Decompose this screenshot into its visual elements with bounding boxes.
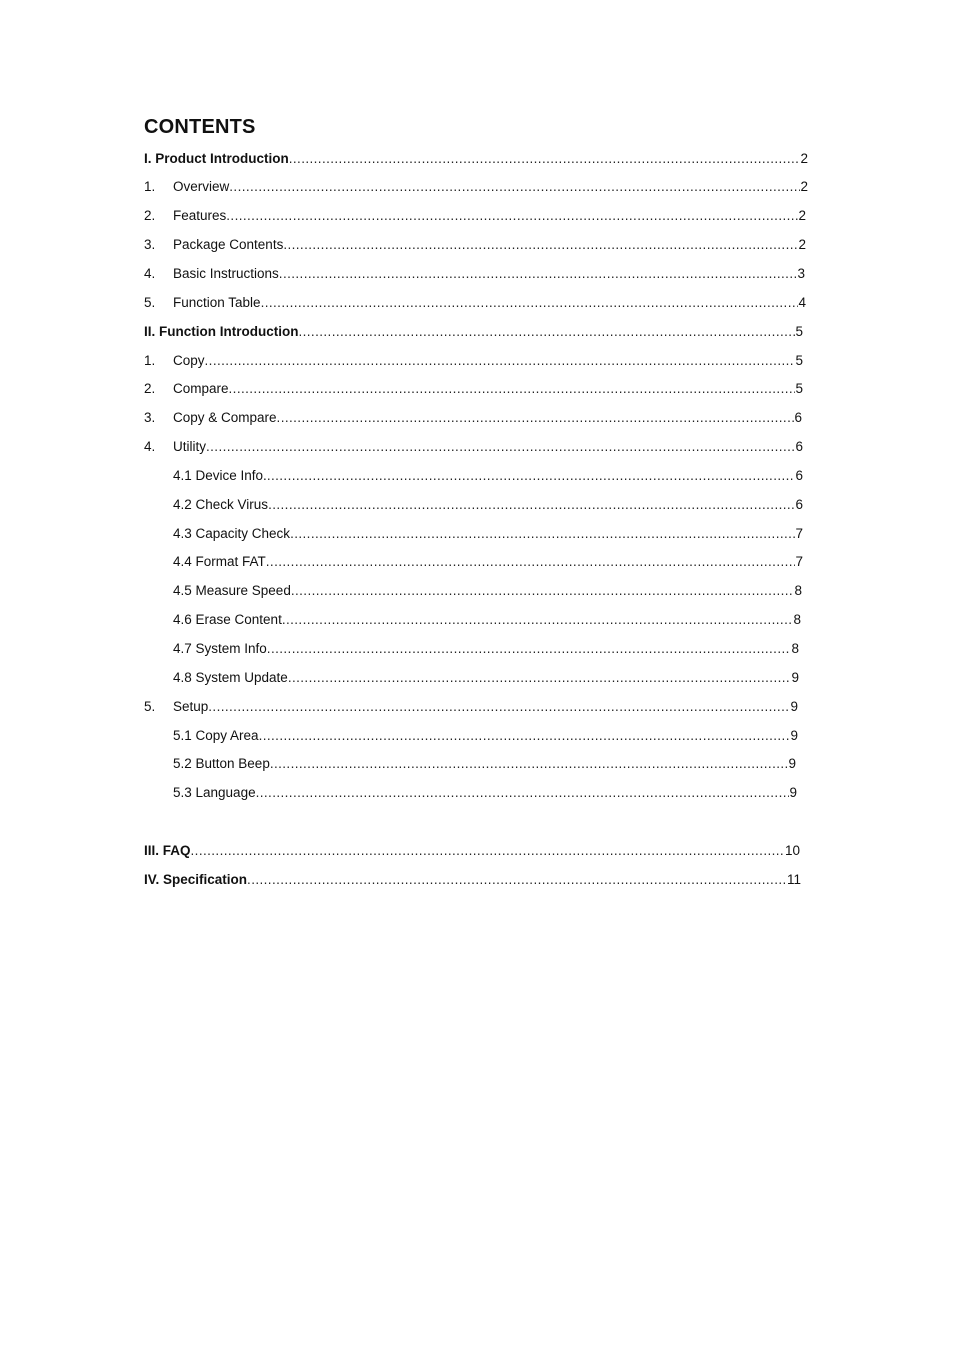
toc-page-number: 2: [798, 208, 806, 223]
toc-page-number: 8: [793, 612, 801, 627]
toc-leader-dots: [277, 408, 795, 428]
toc-entry-basic-instructions[interactable]: [144, 264, 805, 284]
toc-leader-dots: [270, 754, 789, 774]
toc-entry-utility[interactable]: [144, 437, 803, 457]
toc-leader-dots: [229, 379, 796, 399]
toc-entry-number: 5.: [144, 699, 156, 714]
toc-page-number: 6: [795, 468, 803, 483]
toc-leader-dots: [261, 293, 799, 313]
toc-entry-button-beep[interactable]: [144, 754, 796, 774]
toc-entry-number: 1.: [144, 353, 156, 368]
toc-entry-label: I. Product Introduction: [144, 151, 289, 166]
toc-entry-copy-and-compare[interactable]: [144, 408, 802, 428]
toc-leader-dots: [268, 495, 795, 515]
toc-entry-label: 4.2 Check Virus: [173, 497, 269, 512]
toc-entry-label: Compare: [173, 381, 229, 396]
toc-page-number: 5: [795, 381, 803, 396]
toc-entry-label: Setup: [173, 699, 209, 714]
toc-leader-dots: [298, 322, 795, 342]
toc-entry-setup[interactable]: [144, 697, 798, 717]
toc-leader-dots: [229, 177, 800, 197]
toc-page-number: 7: [795, 554, 803, 569]
toc-page-number: 2: [800, 179, 808, 194]
toc-page-number: 10: [784, 843, 800, 858]
toc-entry-faq[interactable]: [144, 841, 800, 861]
toc-page-number: 8: [794, 583, 802, 598]
toc-entry-label: 5.3 Language: [173, 785, 256, 800]
toc-leader-dots: [283, 235, 798, 255]
toc-page-number: 9: [791, 670, 799, 685]
toc-entry-system-info[interactable]: [144, 639, 799, 659]
toc-entry-number: 1.: [144, 179, 156, 194]
toc-page-number: 5: [795, 353, 803, 368]
toc-entry-label: IV. Specification: [144, 872, 248, 887]
toc-leader-dots: [191, 841, 785, 861]
toc-page-number: 3: [797, 266, 805, 281]
toc-entry-format-fat[interactable]: [144, 552, 803, 572]
toc-leader-dots: [267, 466, 796, 486]
toc-entry-label: Features: [173, 208, 227, 223]
toc-page-number: 6: [795, 439, 803, 454]
toc-page-number: 4: [798, 295, 806, 310]
toc-entry-label: 4.7 System Info: [173, 641, 267, 656]
toc-entry-number: 3.: [144, 237, 156, 252]
toc-leader-dots: [266, 552, 796, 572]
toc-entry-label: 5.2 Button Beep: [173, 756, 270, 771]
toc-entry-label: II. Function Introduction: [144, 324, 299, 339]
toc-entry-label: Copy: [173, 353, 205, 368]
toc-entry-label: III. FAQ: [144, 843, 191, 858]
toc-entry-number: 2.: [144, 381, 156, 396]
toc-leader-dots: [208, 697, 790, 717]
toc-entry-function-table[interactable]: [144, 293, 806, 313]
toc-entry-number: 3.: [144, 410, 156, 425]
toc-entry-label: 4.1 Device Info.: [173, 468, 267, 483]
toc-leader-dots: [226, 206, 798, 226]
toc-page-number: 7: [795, 526, 803, 541]
toc-entry-label: Utility: [173, 439, 206, 454]
toc-entry-number: 5.: [144, 295, 156, 310]
toc-entry-label: 4.5 Measure Speed: [173, 583, 291, 598]
toc-leader-dots: [289, 149, 801, 169]
toc-page-number: 6: [794, 410, 802, 425]
toc-entry-label: Basic Instructions: [173, 266, 279, 281]
toc-entry-number: 4.: [144, 439, 156, 454]
toc-entry-label: 4.8 System Update: [173, 670, 288, 685]
toc-page-number: 9: [789, 785, 797, 800]
toc-entry-function-introduction[interactable]: [144, 322, 803, 342]
toc-page-number: 8: [791, 641, 799, 656]
toc-entry-label: 5.1 Copy Area: [173, 728, 259, 743]
toc-entry-label: Package Contents: [173, 237, 284, 252]
toc-entry-erase-content[interactable]: [144, 610, 801, 630]
toc-page-number: 5: [795, 324, 803, 339]
toc-entry-system-update[interactable]: [144, 668, 799, 688]
toc-entry-device-info[interactable]: [144, 466, 803, 486]
toc-leader-dots: [247, 870, 787, 890]
contents-heading: CONTENTS: [144, 116, 256, 138]
toc-leader-dots: [282, 610, 794, 630]
toc-entry-capacity-check[interactable]: [144, 524, 803, 544]
toc-leader-dots: [288, 668, 792, 688]
toc-entry-product-introduction[interactable]: [144, 149, 808, 169]
toc-entry-language[interactable]: [144, 783, 797, 803]
toc-leader-dots: [279, 264, 798, 284]
toc-entry-label: Copy & Compare: [173, 410, 277, 425]
toc-entry-number: 4.: [144, 266, 156, 281]
toc-entry-measure-speed[interactable]: [144, 581, 802, 601]
toc-leader-dots: [256, 783, 790, 803]
toc-page-number: 9: [790, 699, 798, 714]
toc-page-number: 2: [798, 237, 806, 252]
toc-entry-check-virus[interactable]: [144, 495, 803, 515]
toc-leader-dots: [291, 581, 795, 601]
toc-leader-dots: [259, 726, 791, 746]
toc-entry-label: Overview: [173, 179, 230, 194]
toc-entry-number: 2.: [144, 208, 156, 223]
toc-leader-dots: [267, 639, 792, 659]
toc-entry-label: 4.4 Format FAT: [173, 554, 266, 569]
toc-entry-overview[interactable]: [144, 177, 808, 197]
toc-page-number: 6: [795, 497, 803, 512]
toc-page-number: 9: [788, 756, 796, 771]
toc-entry-package-contents[interactable]: [144, 235, 806, 255]
toc-entry-features[interactable]: [144, 206, 806, 226]
toc-entry-copy-area[interactable]: [144, 726, 798, 746]
toc-leader-dots: [205, 351, 796, 371]
toc-entry-label: 4.3 Capacity Check: [173, 526, 291, 541]
toc-entry-compare[interactable]: [144, 379, 803, 399]
toc-leader-dots: [290, 524, 795, 544]
toc-page-number: 2: [800, 151, 808, 166]
toc-entry-label: Function Table: [173, 295, 261, 310]
toc-entry-label: 4.6 Erase Content: [173, 612, 282, 627]
toc-page-number: 11: [786, 872, 801, 887]
toc-page-number: 9: [790, 728, 798, 743]
toc-leader-dots: [206, 437, 795, 457]
toc-entry-specification[interactable]: [144, 870, 801, 890]
toc-entry-copy[interactable]: [144, 351, 803, 371]
